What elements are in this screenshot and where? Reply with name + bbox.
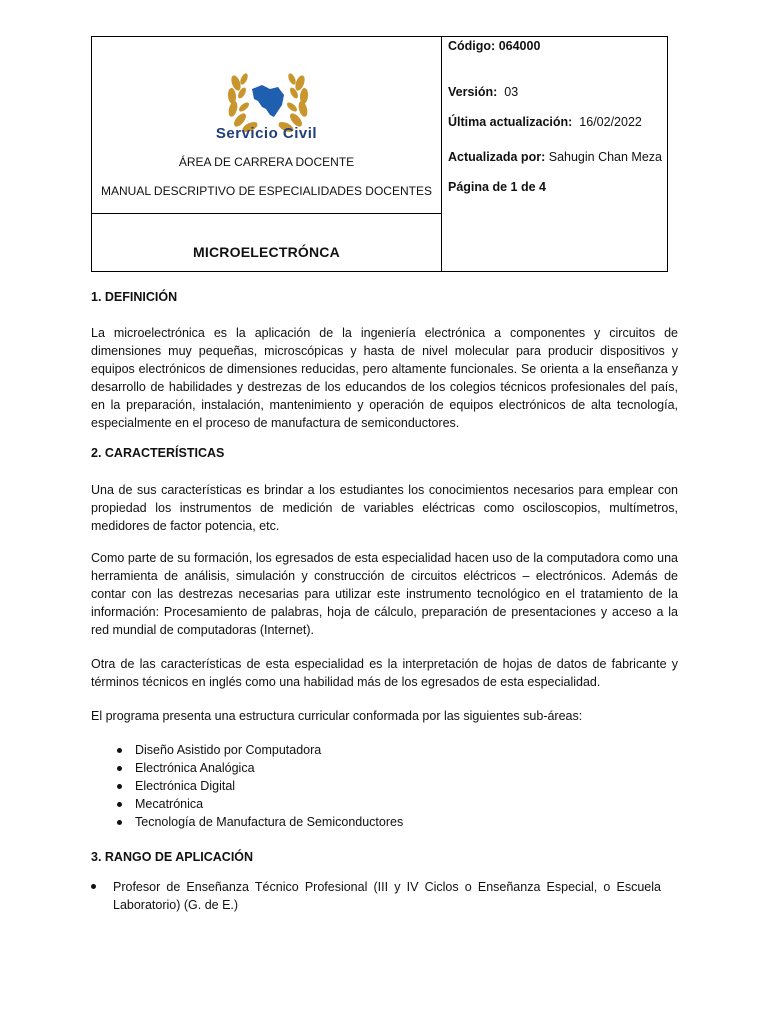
caracteristicas-paragraph-3: Otra de las características de esta especialidad es la interpretación de hojas de datos de fabricante y términos técnicos en inglés como una habilidad más de los egresados de esta especialidad. [91, 657, 678, 689]
area-heading: ÁREA DE CARRERA DOCENTE [178, 155, 355, 169]
bullet-icon [91, 884, 96, 889]
actualizada-value: Sahugin Chan Meza [548, 150, 663, 164]
header-left-column [92, 37, 442, 272]
version-value: 03 [504, 85, 519, 99]
header-title-cell [92, 213, 441, 271]
section-definicion-text: La microelectrónica es la aplicación de la ingeniería electrónica a componentes y circuitos de dimensiones muy pequeñas, microscópicas y hasta de nivel molecular para producir dispositivos y equipos electrónicos de dimensiones reducidas, pero altamente funcionales. Se orienta a la enseñanza y desarrollo de habilidades y destrezas de los educandos de los colegios técnicos profesionales del país, en la preparación, instalación, mantenimiento y operación de equipos electrónicos de alta tecnología, especialmente en el proceso de manufactura de semiconductores. [91, 326, 678, 430]
caracteristicas-paragraph-2: Como parte de su formación, los egresados de esta especialidad hacen uso de la computadora como una herramienta de análisis, simulación y construcción de circuitos eléctricos – electrónicos. Además de contar con las destrezas necesarias para utilizar este instrumento tecnológico en el tratamiento de la información: Procesamiento de palabras, hoja de cálculo, preparación de presentaciones y acceso a la red mundial de computadoras (Internet). [91, 551, 678, 637]
pagina-label: Página de 1 de 4 [448, 180, 546, 194]
rango-item-container [113, 878, 661, 914]
actualizacion-row [448, 115, 642, 129]
actualizada-label: Actualizada por: [448, 150, 546, 164]
codigo-value: 064000 [498, 39, 541, 53]
caracteristicas-paragraph-1: Una de sus características es brindar a los estudiantes los conocimientos necesarios para emplear con propiedad los instrumentos de medición de variables eléctricas como osciloscopios, multímetros, medidores de factor potencia, etc. [91, 483, 678, 533]
codigo-row [448, 39, 540, 53]
section-caracteristicas-title: 2. CARACTERÍSTICAS [91, 446, 225, 460]
rango-item-text: Profesor de Enseñanza Técnico Profesional (III y IV Ciclos o Enseñanza Especial, o Escuela Laboratorio) (G. de E.) [113, 880, 661, 912]
brand-name: Servicio Civil [215, 125, 318, 142]
subareas-list-container [113, 741, 653, 831]
list-item: Mecatrónica [113, 795, 653, 813]
list-item: Electrónica Analógica [113, 759, 653, 777]
header-meta-cell [448, 37, 668, 272]
header-logo-cell [92, 37, 441, 214]
manual-heading: MANUAL DESCRIPTIVO DE ESPECIALIDADES DOCENTES [101, 184, 432, 198]
actualizacion-value: 16/02/2022 [579, 115, 642, 129]
list-item: Electrónica Digital [113, 777, 653, 795]
caracteristicas-paragraph-4: El programa presenta una estructura curricular conformada por las siguientes sub-áreas: [91, 709, 583, 723]
header-table [91, 36, 668, 272]
actualizacion-label: Última actualización: [448, 115, 573, 129]
section-definicion-title: 1. DEFINICIÓN [91, 290, 178, 304]
page-title: MICROELECTRÓNCA [193, 244, 340, 260]
list-item: Diseño Asistido por Computadora [113, 741, 653, 759]
actualizada-row [448, 150, 662, 164]
list-item: Tecnología de Manufactura de Semiconductores [113, 813, 653, 831]
subareas-list [113, 741, 653, 831]
version-label: Versión: [448, 85, 498, 99]
version-row [448, 85, 518, 99]
codigo-label: Código: [448, 39, 496, 53]
section-rango-title: 3. RANGO DE APLICACIÓN [91, 850, 254, 864]
